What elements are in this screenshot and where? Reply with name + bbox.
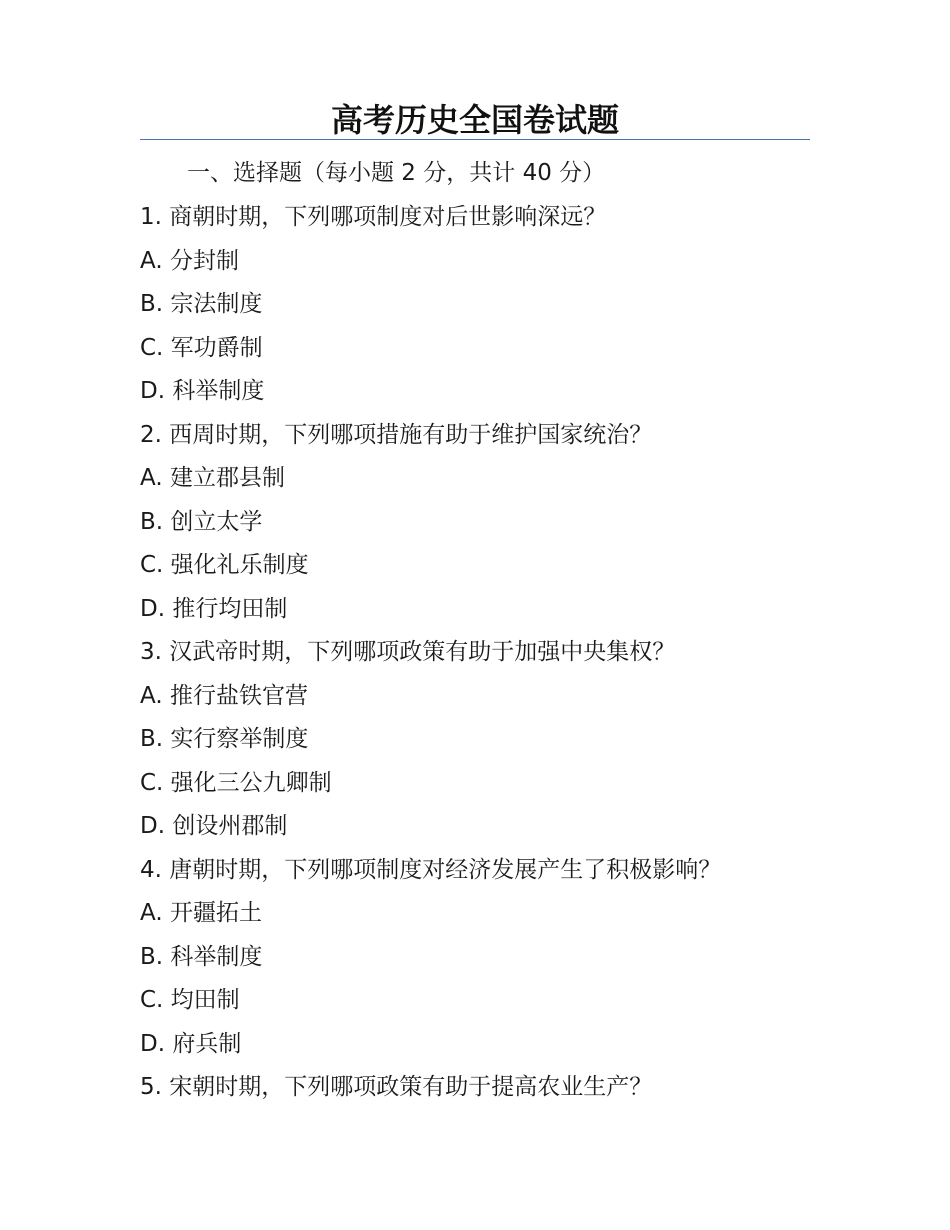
title-underline — [140, 139, 810, 140]
answer-option: D. 科举制度 — [140, 378, 265, 404]
answer-option: D. 推行均田制 — [140, 595, 288, 622]
question-stem: 2. 西周时期，下列哪项措施有助于维护国家统治？ — [140, 421, 653, 448]
page-title: 高考历史全国卷试题 — [330, 101, 619, 139]
answer-option: A. 建立郡县制 — [140, 465, 285, 491]
answer-option: B. 科举制度 — [140, 943, 263, 970]
answer-option: D. 府兵制 — [140, 1030, 242, 1057]
answer-option: B. 创立太学 — [140, 508, 263, 535]
answer-option: C. 均田制 — [140, 987, 240, 1013]
answer-option: B. 宗法制度 — [140, 291, 263, 317]
question-list — [140, 199, 840, 1113]
question-stem: 4. 唐朝时期，下列哪项制度对经济发展产生了积极影响？ — [140, 856, 722, 883]
question-stem: 3. 汉武帝时期，下列哪项政策有助于加强中央集权？ — [140, 639, 676, 665]
question-stem: 1. 商朝时期，下列哪项制度对后世影响深远？ — [140, 204, 607, 230]
answer-option: C. 军功爵制 — [140, 334, 263, 361]
question-stem: 5. 宋朝时期，下列哪项政策有助于提高农业生产？ — [140, 1074, 653, 1100]
answer-option: C. 强化礼乐制度 — [140, 552, 309, 578]
answer-option: B. 实行察举制度 — [140, 726, 309, 752]
answer-option: A. 开疆拓土 — [140, 900, 262, 926]
answer-option: A. 推行盐铁官营 — [140, 682, 308, 709]
section-heading: 一、选择题（每小题 2 分，共计 40 分） — [187, 160, 606, 186]
answer-option: D. 创设州郡制 — [140, 813, 288, 839]
answer-option: C. 强化三公九卿制 — [140, 769, 332, 796]
answer-option: A. 分封制 — [140, 247, 239, 274]
